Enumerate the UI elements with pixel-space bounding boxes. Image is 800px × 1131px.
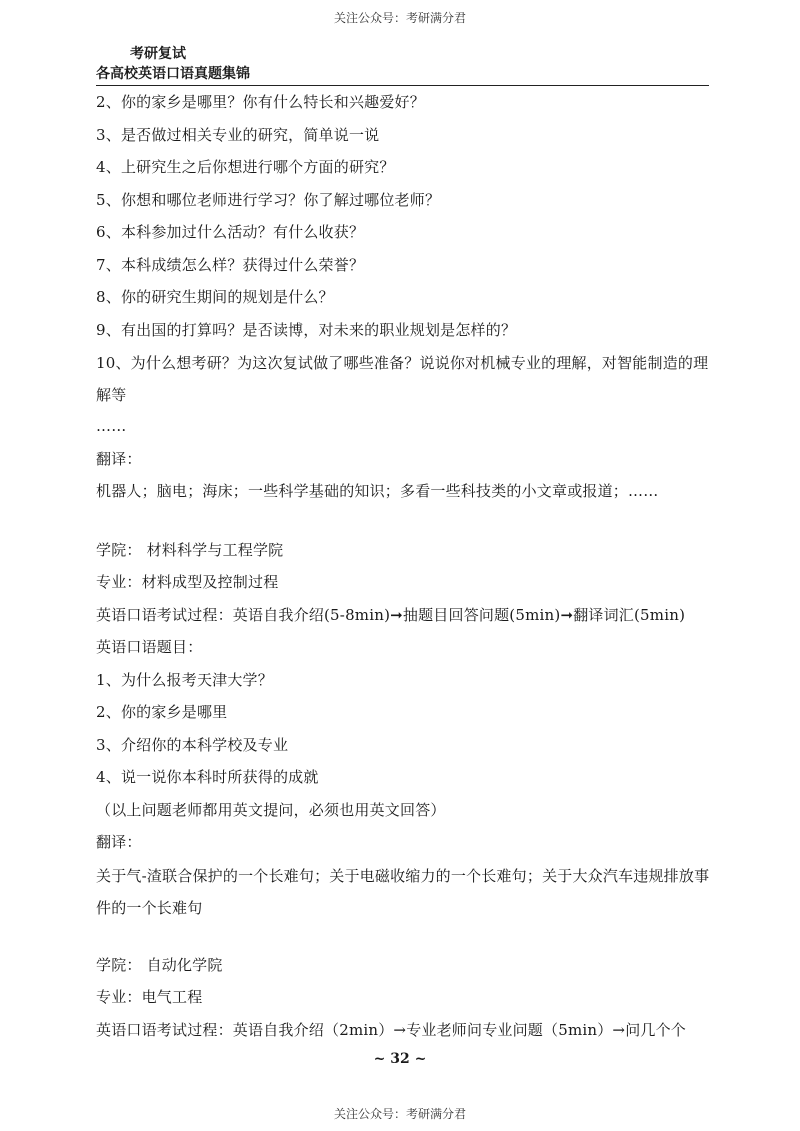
question-7: 7、本科成绩怎么样？获得过什么荣誉？ (96, 255, 365, 274)
translate-label: 翻译： (96, 833, 142, 851)
section-gap (96, 513, 711, 539)
page-body (96, 91, 711, 1051)
note: （以上问题老师都用英文提问，必须也用英文回答） (96, 800, 446, 819)
ellipsis: …… (96, 417, 127, 435)
header-title: 考研复试 (130, 46, 186, 62)
translate-text: 机器人；脑电；海床；一些科学基础的知识；多看一些科技类的小文章或报道；…… (96, 482, 659, 500)
college-label: 学院： 自动化学院 (96, 955, 223, 974)
translate-text: 关于气-渣联合保护的一个长难句；关于电磁收缩力的一个长难句；关于大众汽车违规排放事件的一个长难句 (96, 866, 710, 917)
question-9: 9、有出国的打算吗？是否读博，对未来的职业规划是怎样的？ (96, 320, 517, 339)
question-10: 10、为什么想考研？为这次复试做了哪些准备？说说你对机械专业的理解，对智能制造的理解等 (96, 354, 709, 404)
question-4: 4、上研究生之后你想进行哪个方面的研究？ (96, 158, 395, 176)
page-number: ~ 32 ~ (373, 1051, 427, 1067)
watermark-top: 关注公众号：考研满分君 (333, 11, 466, 25)
exam-process: 英语口语考试过程：英语自我介绍（2min）→专业老师问专业问题（5min）→问几个个 (96, 1020, 686, 1039)
header-divider (96, 85, 709, 86)
exam-process: 英语口语考试过程：英语自我介绍(5-8min)➞抽题目回答问题(5min)➞翻译词汇(5min) (96, 605, 686, 624)
topics-label: 英语口语题目： (96, 638, 203, 656)
question-item: 4、说一说你本科时所获得的成就 (96, 768, 319, 786)
question-item: 3、介绍你的本科学校及专业 (96, 735, 289, 754)
college-label: 学院： 材料科学与工程学院 (96, 540, 284, 559)
translate-label: 翻译： (96, 449, 142, 468)
question-item: 2、你的家乡是哪里 (96, 703, 228, 721)
question-2: 2、你的家乡是哪里？你有什么特长和兴趣爱好？ (96, 93, 425, 111)
section-gap (96, 928, 711, 954)
question-6: 6、本科参加过什么活动？有什么收获？ (96, 223, 365, 241)
question-8: 8、你的研究生期间的规划是什么？ (96, 288, 334, 306)
question-5: 5、你想和哪位老师进行学习？你了解过哪位老师？ (96, 190, 441, 209)
major-label: 专业：材料成型及控制过程 (96, 573, 279, 591)
watermark-bottom: 关注公众号：考研满分君 (333, 1107, 466, 1121)
page-header (96, 44, 709, 84)
question-item: 1、为什么报考天津大学？ (96, 670, 273, 689)
header-subtitle: 各高校英语口语真题集锦 (96, 66, 250, 82)
major-label: 专业：电气工程 (96, 988, 203, 1006)
question-3: 3、是否做过相关专业的研究，简单说一说 (96, 125, 380, 144)
